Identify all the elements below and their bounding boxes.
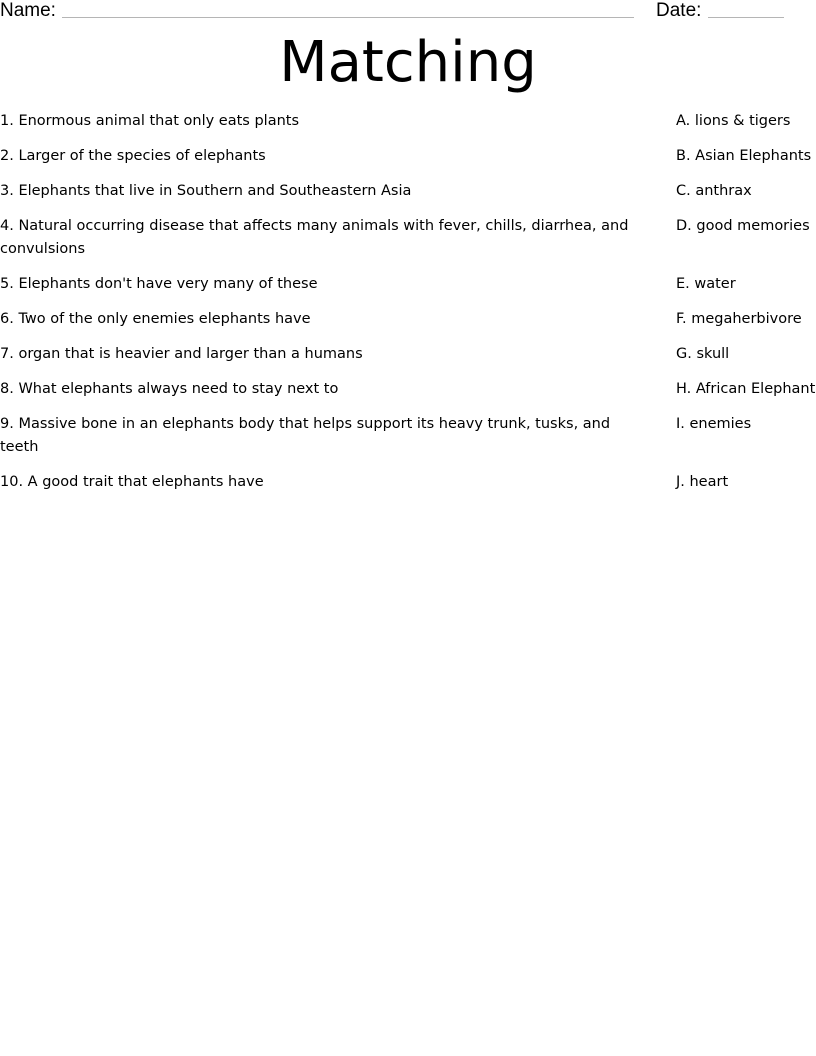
matching-row	[0, 413, 816, 459]
matching-row	[0, 308, 816, 331]
answer-option: F. megaherbivore	[676, 311, 802, 327]
answer-option: G. skull	[676, 346, 730, 362]
answer-option: E. water	[676, 276, 736, 292]
clue-text: 2. Larger of the species of elephants	[0, 148, 266, 164]
matching-row	[0, 378, 816, 401]
matching-row	[0, 180, 816, 203]
name-label: Name:	[0, 0, 56, 21]
clue-text: 4. Natural occurring disease that affects many animals with fever, chills, diarrhea, and convulsions	[0, 218, 629, 257]
name-blank-line	[62, 17, 634, 18]
answer-option: I. enemies	[676, 416, 752, 432]
matching-row	[0, 215, 816, 261]
matching-row	[0, 471, 816, 494]
matching-row	[0, 273, 816, 296]
matching-row	[0, 145, 816, 168]
matching-row	[0, 343, 816, 366]
clue-text: 8. What elephants always need to stay next to	[0, 381, 339, 397]
matching-list	[0, 110, 816, 506]
answer-option: A. lions & tigers	[676, 113, 791, 129]
answer-option: C. anthrax	[676, 183, 752, 199]
answer-option: B. Asian Elephants	[676, 148, 812, 164]
clue-text: 10. A good trait that elephants have	[0, 474, 264, 490]
clue-text: 7. organ that is heavier and larger than a humans	[0, 346, 363, 362]
clue-text: 1. Enormous animal that only eats plants	[0, 113, 300, 129]
answer-option: D. good memories	[676, 218, 810, 234]
clue-text: 5. Elephants don't have very many of these	[0, 276, 318, 292]
date-label: Date:	[656, 0, 702, 21]
clue-text: 6. Two of the only enemies elephants have	[0, 311, 311, 327]
page-title: Matching	[279, 30, 537, 95]
answer-option: H. African Elephant	[676, 381, 816, 397]
clue-text: 9. Massive bone in an elephants body that helps support its heavy trunk, tusks, and teeth	[0, 416, 611, 455]
worksheet-header	[0, 0, 816, 22]
clue-text: 3. Elephants that live in Southern and Southeastern Asia	[0, 183, 412, 199]
date-blank-line	[708, 17, 784, 18]
matching-row	[0, 110, 816, 133]
answer-option: J. heart	[676, 474, 729, 490]
